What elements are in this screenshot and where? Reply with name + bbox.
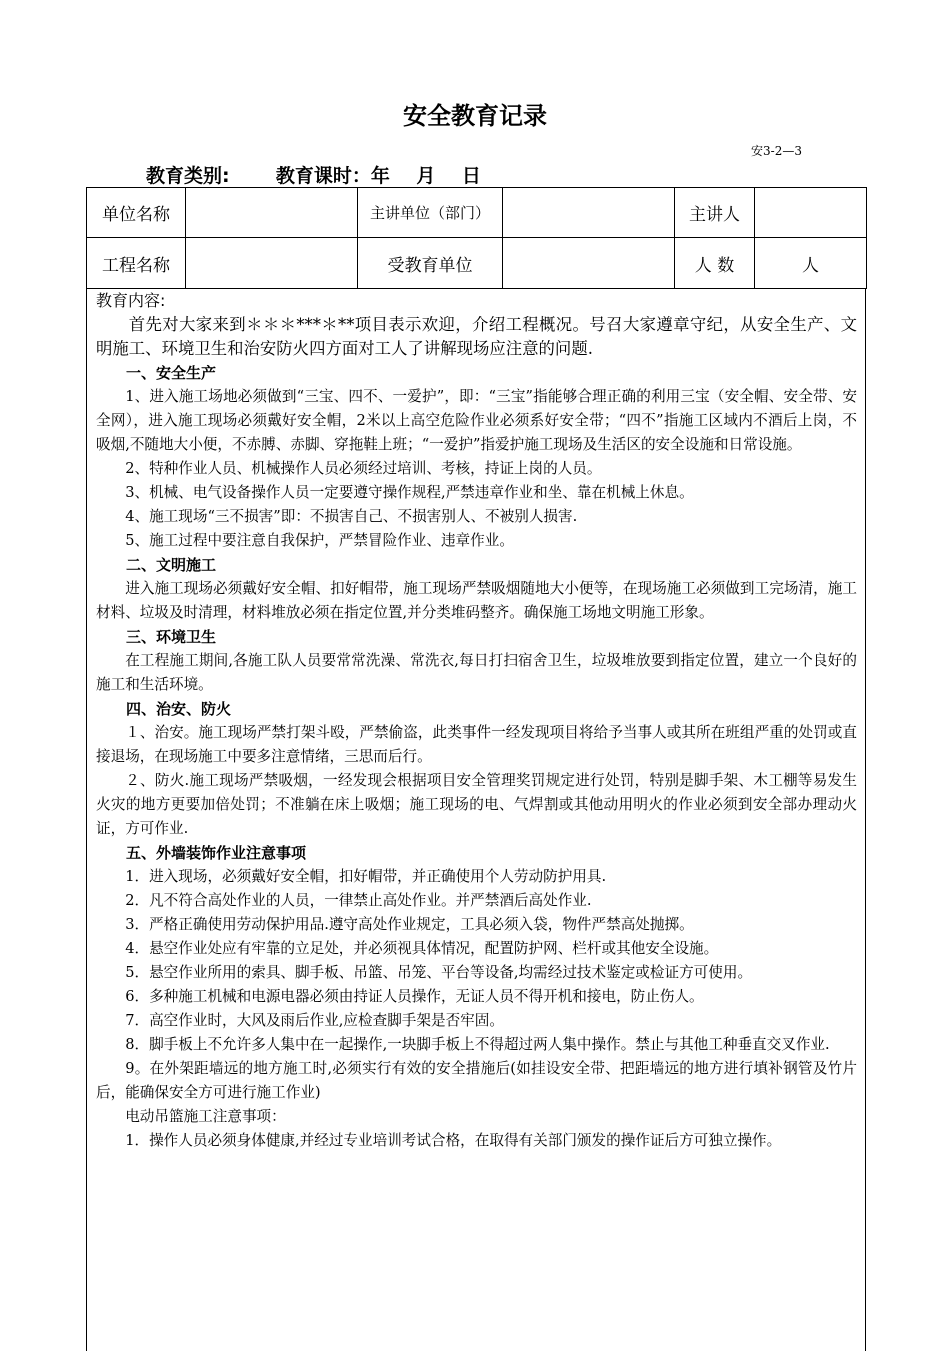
list-item: 1．进入现场，必须戴好安全帽，扣好帽带，并正确使用个人劳动防护用具. (125, 868, 607, 885)
trainee-unit-value (503, 238, 675, 289)
civilized-paragraph: 进入施工现场必须戴好安全帽、扣好帽带，施工现场严禁吸烟随地大小便等，在现场施工必须做到工完场清，施工材料、垃圾及时清理，材料堆放必须在指定位置,并分类堆码整齐。确保施工场地文明施工形象。 (96, 580, 857, 621)
content-label: 教育内容: (96, 291, 166, 310)
security-paragraph: １、治安。施工现场严禁打架斗殴，严禁偷盗，此类事件一经发现项目将给予当事人或其所在班组严重的处罚或直接退场，在现场施工中要多注意情绪，三思而后行。 (96, 724, 857, 765)
lecturer-value (755, 188, 867, 238)
intro-paragraph: 首先对大家来到＊＊＊***＊**项目表示欢迎，介绍工程概况。号召大家遵章守纪，从安全生产、文明施工、环境卫生和治安防火四方面对工人了讲解现场应注意的问题. (96, 315, 857, 358)
fire-paragraph: ２、防火.施工现场严禁吸烟，一经发现会根据项目安全管理奖罚规定进行处罚，特别是脚手架、木工棚等易发生火灾的地方更要加倍处罚；不准躺在床上吸烟；施工现场的电、气焊割或其他动用明火的作业必须到安全部办理动火证，方可作业. (96, 772, 857, 837)
safety-paragraph: 1、进入施工场地必须做到“三宝、四不、一爱护”，即：“三宝”指能够合理正确的利用三宝（安全帽、安全带、安全网），进入施工现场必须戴好安全帽，2米以上高空危险作业必须系好安全带；“四不”指施工区域内不酒后上岗，不吸烟,不随地大小便，不赤膊、赤脚、穿拖鞋上班；“一爱护”指爱护施工现场及生活区的安全设施和日常设施。 (96, 388, 857, 453)
list-item: 2．凡不符合高处作业的人员，一律禁止高处作业。并严禁酒后高处作业. (125, 892, 592, 909)
lift-basket-title: 电动吊篮施工注意事项： (125, 1108, 286, 1125)
safety-paragraph: 2、特种作业人员、机械操作人员必须经过培训、考核，持证上岗的人员。 (125, 460, 602, 477)
unit-name-value (186, 188, 358, 238)
lecturer-label: 主讲人 (675, 188, 755, 238)
lecturer-unit-value (503, 188, 675, 238)
safety-paragraph: 3、机械、电气设备操作人员一定要遵守操作规程,严禁违章作业和坐、靠在机械上休息。 (125, 484, 694, 501)
safety-paragraph: 4、施工现场“三不损害”即：不损害自己、不损害别人、不被别人损害. (125, 508, 578, 525)
list-item: 4．悬空作业处应有牢靠的立足处，并必须视具体情况，配置防护网、栏杆或其他安全设施。 (125, 940, 719, 957)
education-content-box (86, 288, 866, 1351)
unit-name-label: 单位名称 (87, 188, 186, 238)
education-category-hours: 教育类别: 教育课时：年 月 日 (146, 165, 481, 187)
headcount-label: 人 数 (675, 238, 755, 289)
project-name-value (186, 238, 358, 289)
section-title-facade: 五、外墙装饰作业注意事项 (126, 844, 307, 862)
list-item: 6．多种施工机械和电源电器必须由持证人员操作，无证人员不得开机和接电，防止伤人。 (125, 988, 704, 1005)
table-row (87, 188, 867, 238)
project-name-label: 工程名称 (87, 238, 186, 289)
section-title-hygiene: 三、环境卫生 (126, 628, 217, 646)
hygiene-paragraph: 在工程施工期间,各施工队人员要常常洗澡、常洗衣,每日打扫宿舍卫生，垃圾堆放要到指定位置，建立一个良好的施工和生活环境。 (96, 652, 857, 693)
safety-paragraph: 5、施工过程中要注意自我保护，严禁冒险作业、违章作业。 (125, 532, 514, 549)
section-title-civilized: 二、文明施工 (126, 556, 217, 574)
list-item: 7．高空作业时，大风及雨后作业,应检查脚手架是否牢固。 (125, 1012, 504, 1029)
list-item: 3．严格正确使用劳动保护用品.遵守高处作业规定，工具必须入袋，物件严禁高处抛掷。 (125, 916, 694, 933)
trainee-unit-label: 受教育单位 (358, 238, 503, 289)
list-item: 8．脚手板上不允许多人集中在一起操作,一块脚手板上不得超过两人集中操作。禁止与其他工种垂直交叉作业. (125, 1036, 830, 1053)
lift-basket-paragraph: 1．操作人员必须身体健康,并经过专业培训考试合格，在取得有关部门颁发的操作证后方可独立操作。 (125, 1132, 782, 1149)
form-code: 安3-2—3 (751, 144, 802, 158)
list-item: 5．悬空作业所用的索具、脚手板、吊篮、吊笼、平台等设备,均需经过技术鉴定或检证方可使用。 (125, 964, 753, 981)
headcount-value: 人 (755, 238, 867, 289)
list-item: 9。在外架距墙远的地方施工时,必须实行有效的安全措施后(如挂设安全带、把距墙远的地方进行填补钢管及竹片后，能确保安全方可进行施工作业) (96, 1060, 857, 1101)
table-row (87, 238, 867, 289)
section-title-security-fire: 四、治安、防火 (126, 700, 232, 718)
lecturer-unit-label: 主讲单位（部门） (358, 188, 503, 238)
document-title: 安全教育记录 (403, 102, 547, 130)
section-title-safety: 一、安全生产 (126, 364, 217, 382)
info-table (86, 187, 867, 289)
